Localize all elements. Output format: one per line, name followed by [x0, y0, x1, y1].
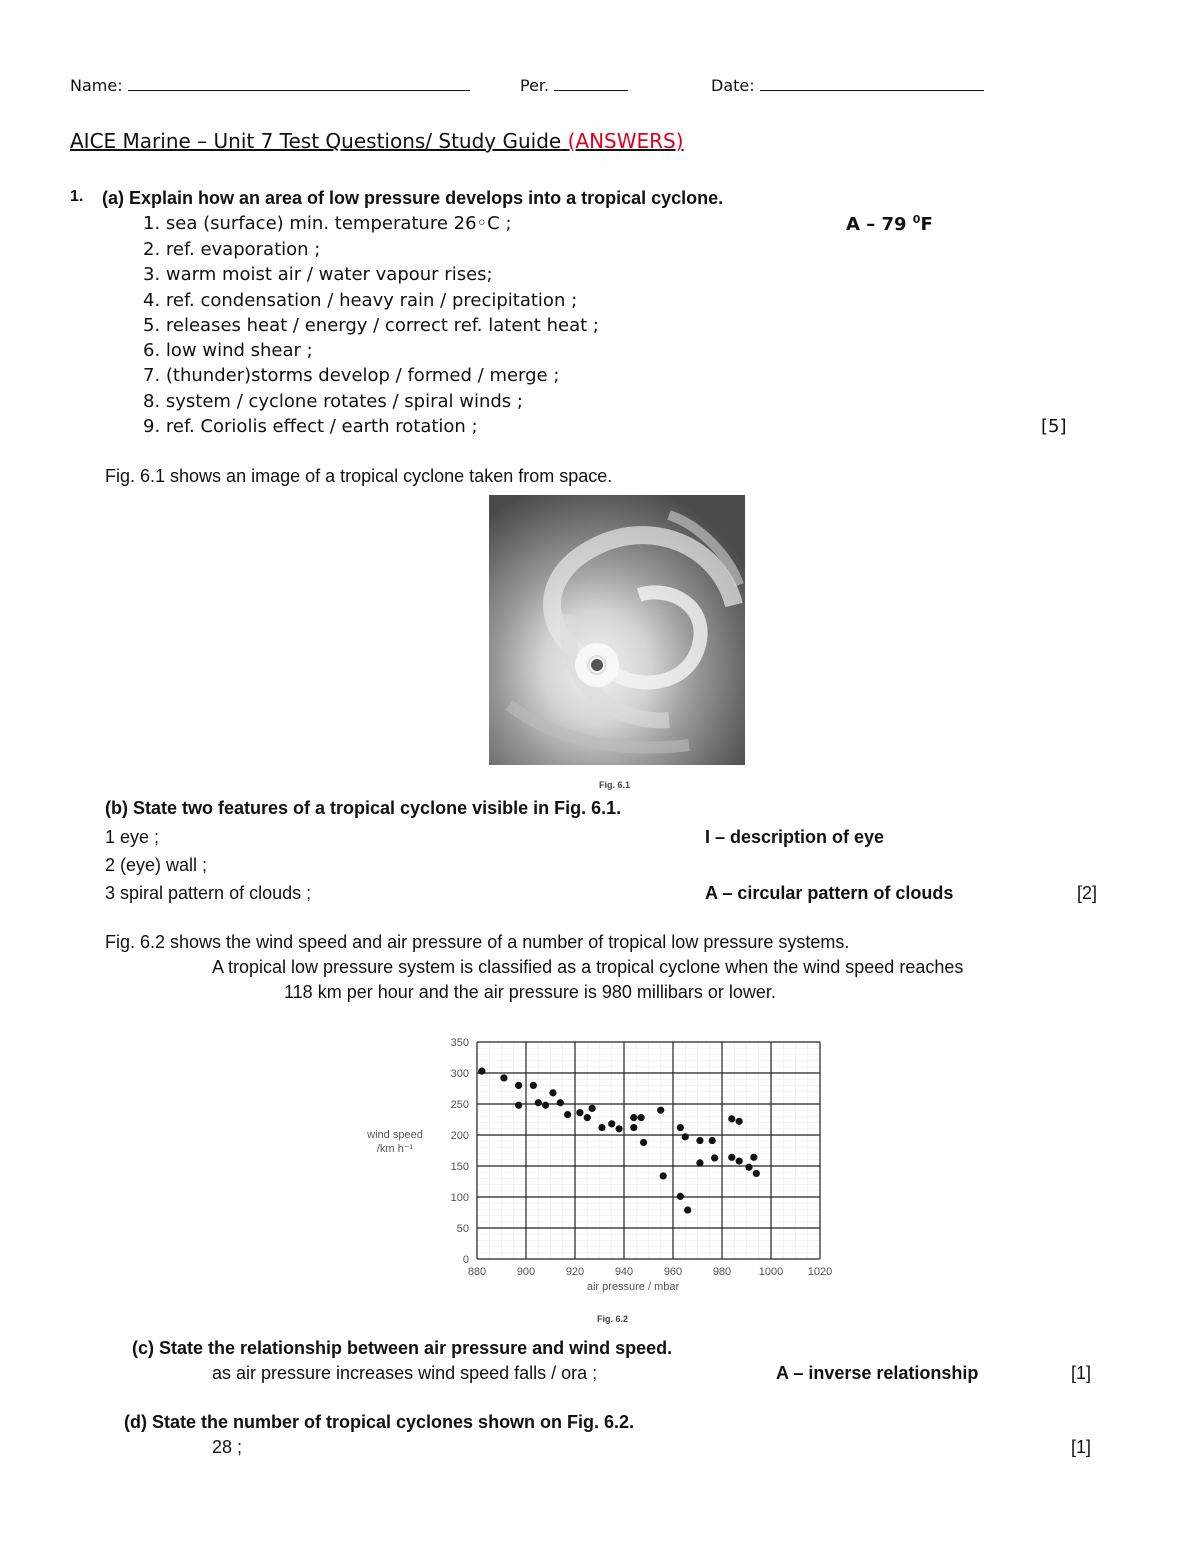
- data-point: [630, 1114, 637, 1121]
- data-point: [657, 1107, 664, 1114]
- data-point: [515, 1082, 522, 1089]
- data-point: [564, 1111, 571, 1118]
- data-point: [630, 1124, 637, 1131]
- x-tick-label: 1000: [758, 1266, 784, 1278]
- x-axis-label: air pressure / mbar: [586, 1281, 680, 1293]
- wind-pressure-scatter-chart: [355, 1030, 845, 1300]
- data-point: [515, 1102, 522, 1109]
- x-tick-label: 1020: [807, 1266, 833, 1278]
- data-point: [640, 1139, 647, 1146]
- y-tick-label: 200: [450, 1130, 469, 1142]
- date-field: [711, 76, 984, 95]
- answer-1a-5: 5. releases heat / energy / correct ref. latent heat ;: [143, 315, 599, 336]
- answer-1b-1: 1 eye ;: [105, 827, 160, 847]
- answer-1b-3: 3 spiral pattern of clouds ;: [105, 883, 312, 903]
- data-point: [500, 1074, 507, 1081]
- data-point: [711, 1154, 718, 1161]
- data-point: [696, 1137, 703, 1144]
- data-point: [584, 1114, 591, 1121]
- x-tick-label: 920: [565, 1266, 585, 1278]
- data-point: [660, 1172, 667, 1179]
- y-tick-label: 300: [450, 1068, 469, 1080]
- y-tick-label: 50: [456, 1223, 469, 1235]
- data-point: [682, 1133, 689, 1140]
- date-blank[interactable]: [760, 76, 984, 91]
- x-tick-label: 940: [614, 1266, 634, 1278]
- data-point: [638, 1114, 645, 1121]
- answer-1a-2: 2. ref. evaporation ;: [143, 239, 321, 260]
- date-label: Date:: [711, 76, 755, 95]
- y-tick-label: 0: [462, 1254, 469, 1266]
- note-1b-pattern: A – circular pattern of clouds: [705, 883, 954, 903]
- data-point: [542, 1102, 549, 1109]
- data-point: [616, 1125, 623, 1132]
- data-point: [736, 1157, 743, 1164]
- question-1a: (a) Explain how an area of low pressure develops into a tropical cyclone.: [102, 188, 724, 208]
- x-tick-label: 980: [712, 1266, 732, 1278]
- period-label: Per.: [520, 76, 550, 95]
- data-point: [728, 1154, 735, 1161]
- data-point: [750, 1154, 757, 1161]
- data-point: [535, 1099, 542, 1106]
- fig62-intro: Fig. 6.2 shows the wind speed and air pressure of a number of tropical low pressure systems.: [105, 932, 850, 952]
- data-point: [745, 1164, 752, 1171]
- fig61-intro: Fig. 6.1 shows an image of a tropical cyclone taken from space.: [105, 466, 613, 486]
- cyclone-satellite-image: [489, 495, 745, 765]
- answer-1a-3: 3. warm moist air / water vapour rises;: [143, 264, 493, 285]
- name-field: [70, 76, 470, 95]
- data-point: [608, 1120, 615, 1127]
- data-point: [589, 1105, 596, 1112]
- page-title: [70, 129, 684, 153]
- question-1c: (c) State the relationship between air pressure and wind speed.: [132, 1338, 673, 1358]
- data-point: [478, 1068, 485, 1075]
- answer-1d: 28 ;: [212, 1437, 243, 1457]
- y-tick-label: 150: [450, 1161, 469, 1173]
- marks-1a: [5]: [1041, 416, 1067, 437]
- fig62-caption: Fig. 6.2: [597, 1314, 629, 1324]
- classification-line-2: 118 km per hour and the air pressure is 980 millibars or lower.: [284, 982, 776, 1002]
- data-point: [736, 1118, 743, 1125]
- period-blank[interactable]: [554, 76, 628, 91]
- answer-1c: as air pressure increases wind speed falls / ora ;: [212, 1363, 598, 1383]
- answer-1a-1: 1. sea (surface) min. temperature 26◦C ;: [143, 213, 512, 234]
- question-1b: (b) State two features of a tropical cyclone visible in Fig. 6.1.: [105, 798, 622, 818]
- data-point: [530, 1082, 537, 1089]
- x-tick-label: 900: [516, 1266, 536, 1278]
- name-label: Name:: [70, 76, 123, 95]
- fig61-caption: Fig. 6.1: [599, 780, 631, 790]
- data-point: [709, 1137, 716, 1144]
- data-point: [677, 1193, 684, 1200]
- marks-1b: [2]: [1077, 883, 1098, 903]
- x-tick-label: 960: [663, 1266, 683, 1278]
- note-1b-eye: I – description of eye: [705, 827, 885, 847]
- data-point: [677, 1124, 684, 1131]
- answer-1a-8: 8. system / cyclone rotates / spiral winds ;: [143, 391, 523, 412]
- answer-1a-6: 6. low wind shear ;: [143, 340, 313, 361]
- note-1c: A – inverse relationship: [776, 1363, 979, 1383]
- title-answers: (ANSWERS): [567, 129, 684, 153]
- marks-1c: [1]: [1071, 1363, 1092, 1383]
- data-point: [576, 1109, 583, 1116]
- y-tick-label: 250: [450, 1099, 469, 1111]
- answer-1a-4: 4. ref. condensation / heavy rain / precipitation ;: [143, 290, 578, 311]
- data-point: [696, 1159, 703, 1166]
- data-point: [549, 1089, 556, 1096]
- note-1a: A – 79 $^0$F: [846, 213, 933, 235]
- x-tick-label: 880: [467, 1266, 487, 1278]
- question-1d: (d) State the number of tropical cyclones shown on Fig. 6.2.: [124, 1412, 635, 1432]
- data-point: [753, 1170, 760, 1177]
- answer-1a-9: 9. ref. Coriolis effect / earth rotation ;: [143, 416, 478, 437]
- marks-1d: [1]: [1071, 1437, 1092, 1457]
- data-point: [684, 1206, 691, 1213]
- y-tick-label: 350: [450, 1037, 469, 1049]
- y-tick-label: 100: [450, 1192, 469, 1204]
- classification-line-1: A tropical low pressure system is classified as a tropical cyclone when the wind speed reaches: [212, 957, 964, 977]
- data-point: [598, 1124, 605, 1131]
- answer-1a-7: 7. (thunder)storms develop / formed / merge ;: [143, 365, 560, 386]
- question-number: 1.: [70, 188, 84, 205]
- y-axis-label: wind speed /km h⁻¹: [367, 1129, 423, 1155]
- period-field: [520, 76, 628, 95]
- data-point: [728, 1115, 735, 1122]
- data-point: [557, 1099, 564, 1106]
- answer-1b-2: 2 (eye) wall ;: [105, 855, 208, 875]
- title-main: AICE Marine – Unit 7 Test Questions/ Study Guide: [70, 129, 562, 153]
- name-blank[interactable]: [128, 76, 470, 91]
